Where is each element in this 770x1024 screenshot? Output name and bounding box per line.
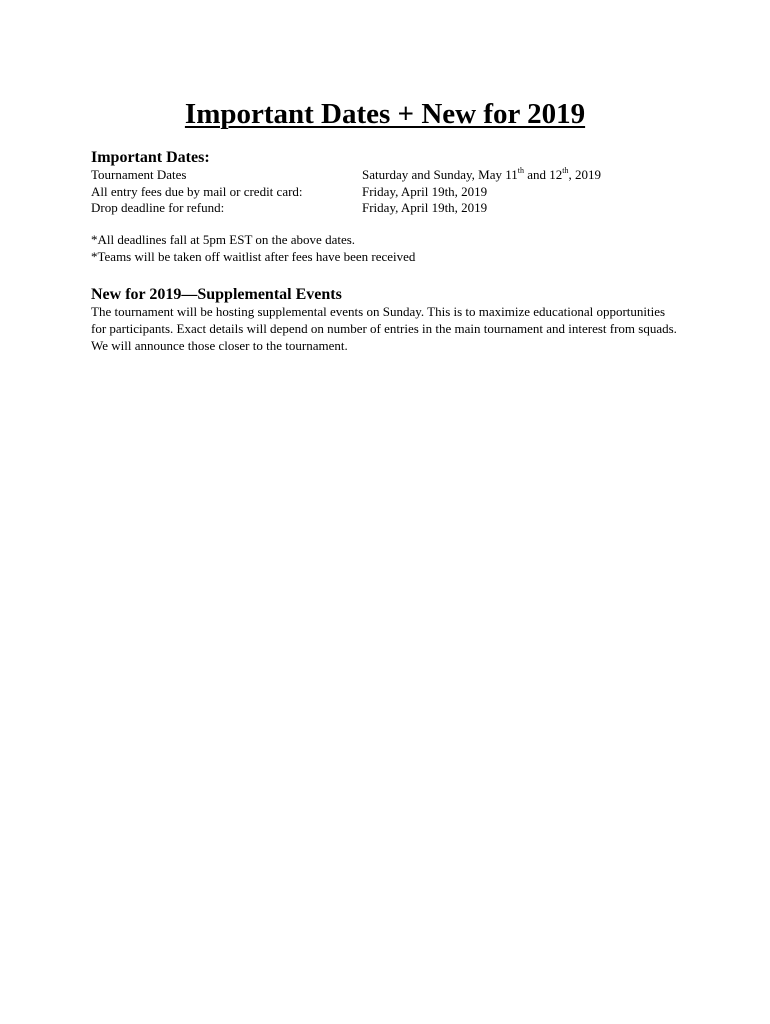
important-dates-table: [91, 167, 671, 217]
date-value: Friday, April 19th, 2019: [362, 200, 488, 215]
new-for-2019-heading: New for 2019—Supplemental Events: [91, 286, 342, 303]
date-row-tournament: [91, 167, 671, 184]
date-value: [362, 167, 601, 184]
date-value: Friday, April 19th, 2019: [362, 183, 488, 199]
document-title: Important Dates + New for 2019: [184, 98, 586, 130]
ordinal-suffix: th: [517, 165, 524, 175]
important-dates-heading: Important Dates:: [91, 149, 210, 166]
note-line: *All deadlines fall at 5pm EST on the above dates.: [91, 232, 356, 247]
date-row-drop-deadline: [91, 200, 671, 217]
date-label: Drop deadline for refund:: [91, 200, 225, 215]
date-value-part: Saturday and Sunday, May 11: [362, 167, 518, 182]
date-value-part: , 2019: [568, 167, 601, 182]
date-label: Tournament Dates: [91, 167, 187, 182]
note-line: *Teams will be taken off waitlist after fees have been received: [91, 248, 416, 264]
deadline-notes: [91, 232, 415, 265]
date-row-entry-fees: [91, 184, 671, 201]
date-value-part: and 12: [523, 167, 563, 182]
date-label: All entry fees due by mail or credit card:: [91, 183, 303, 199]
supplemental-events-paragraph: The tournament will be hosting supplemental events on Sunday. This is to maximize educational opportunities for participants. Exact details will depend on number of entries in the main tournament and interest from squads. We will announce those closer to the tournament.: [91, 304, 677, 353]
ordinal-suffix: th: [562, 165, 569, 175]
